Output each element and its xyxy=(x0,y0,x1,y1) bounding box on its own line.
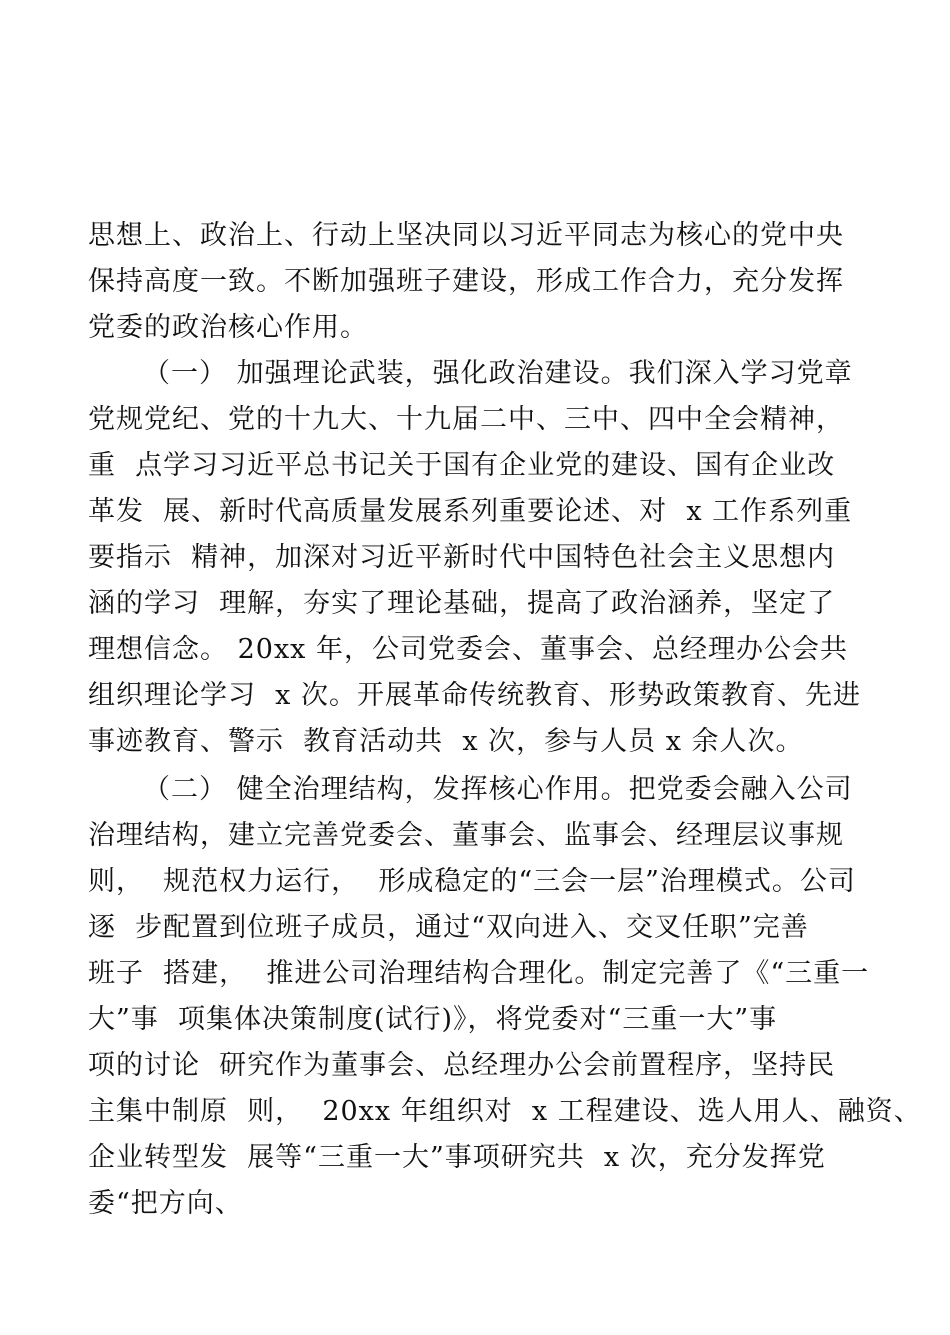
body-text-line: 要指示 精神，加深对习近平新时代中国特色社会主义思想内 xyxy=(88,542,836,573)
body-text-line: 理想信念。 20xx 年，公司党委会、董事会、总经理办公会共 xyxy=(88,634,848,665)
section-heading-line: （二） 健全治理结构，发挥核心作用。把党委会融入公司 xyxy=(143,774,853,805)
body-text-line: 涵的学习 理解，夯实了理论基础，提高了政治涵养，坚定了 xyxy=(88,588,836,619)
body-text-line: 班子 搭建， 推进公司治理结构合理化。制定完善了《“三重一 xyxy=(88,958,870,989)
body-text-line: 大”事 项集体决策制度(试行)》，将党委对“三重一大”事 xyxy=(88,1004,778,1035)
body-text-line: 主集中制原 则， 20xx 年组织对 x 工程建设、选人用人、融资、 xyxy=(88,1096,922,1127)
body-text-line: 保持高度一致。不断加强班子建设，形成工作合力，充分发挥 xyxy=(88,266,844,297)
body-text-line: 则， 规范权力运行， 形成稳定的“三会一层”治理模式。公司 xyxy=(88,866,856,897)
section-heading-line: （一） 加强理论武装，强化政治建设。我们深入学习党章 xyxy=(143,358,853,389)
body-text-line: 事迹教育、警示 教育活动共 x 次，参与人员 x 余人次。 xyxy=(88,726,804,757)
body-text-line: 党规党纪、党的十九大、十九届二中、三中、四中全会精神， xyxy=(88,404,844,435)
body-text-line: 委“把方向、 xyxy=(88,1188,243,1219)
body-text-line: 企业转型发 展等“三重一大”事项研究共 x 次，充分发挥党 xyxy=(88,1142,826,1173)
body-text-line: 项的讨论 研究作为董事会、总经理办公会前置程序，坚持民 xyxy=(88,1050,836,1081)
body-text-line: 重 点学习习近平总书记关于国有企业党的建设、国有企业改 xyxy=(88,450,836,481)
body-text-line: 治理结构，建立完善党委会、董事会、监事会、经理层议事规 xyxy=(88,820,844,851)
body-text-line: 革发 展、新时代高质量发展系列重要论述、对 x 工作系列重 xyxy=(88,496,853,527)
body-text-line: 党委的政治核心作用。 xyxy=(88,312,368,343)
body-text-line: 思想上、政治上、行动上坚决同以习近平同志为核心的党中央 xyxy=(88,220,844,251)
body-text-line: 逐 步配置到位班子成员，通过“双向进入、交叉任职”完善 xyxy=(88,912,809,943)
body-text-line: 组织理论学习 x 次。开展革命传统教育、形势政策教育、先进 xyxy=(88,680,861,711)
